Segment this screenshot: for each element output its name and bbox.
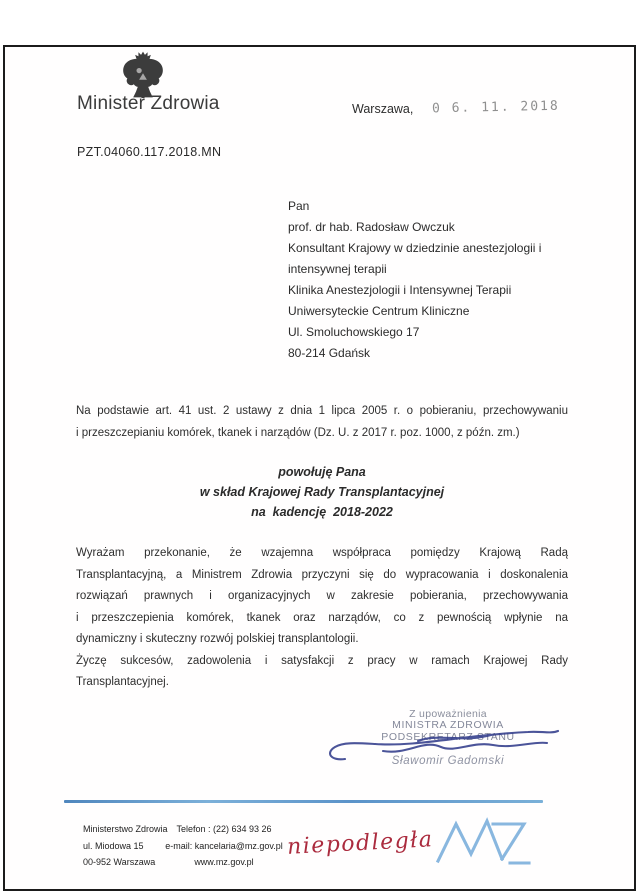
footer-address-line: Ministerstwo Zdrowia: [83, 824, 168, 834]
mz-ministry-logo-icon: [434, 814, 542, 868]
appointment-line: powołuję Pana: [278, 465, 366, 479]
addressee-line: intensywnej terapii: [288, 262, 387, 276]
paragraph-line: i przeszczepienia komórek, tkanek oraz narządów, co z pewnością wpłynie na: [76, 611, 568, 624]
body-paragraphs: [76, 543, 568, 694]
footer-address-line: ul. Miodowa 15: [83, 840, 144, 851]
footer-divider-line: [64, 800, 543, 803]
appointment-line: w skład Krajowej Rady Transplantacyjnej: [199, 485, 445, 499]
signer-name: Sławomir Gadomski: [391, 755, 505, 767]
addressee-block: [288, 196, 541, 364]
paragraph-line: Na podstawie art. 41 ust. 2 ustawy z dnia 1 lipca 2005 r. o pobieraniu, przechowywaniu: [76, 405, 568, 417]
signature-block: [348, 708, 548, 767]
addressee-line: Uniwersyteckie Centrum Kliniczne: [288, 304, 470, 318]
niepodlegla-logo: niepodległa: [286, 827, 435, 860]
addressee-line: Ul. Smoluchowskiego 17: [288, 325, 420, 339]
authorization-label: Z upoważnienia: [409, 708, 487, 720]
footer-email: e-mail: kancelaria@mz.gov.pl: [165, 840, 283, 851]
appointment-term-line: na kadencję 2018-2022: [251, 505, 393, 519]
cooperation-paragraph: [76, 543, 568, 651]
paragraph-line: i przeszczepianiu komórek, tkanek i narządów (Dz. U. z 2017 r. poz. 1000, z późn. zm.): [76, 426, 520, 439]
addressee-line: Konsultant Krajowy w dziedzinie anestezjologii i: [288, 241, 542, 255]
legal-basis-paragraph: [76, 401, 568, 444]
date-stamp: 0 6. 11. 2018: [431, 98, 560, 117]
footer-address-line: 00-952 Warszawa: [83, 857, 156, 867]
footer-contact-block: [164, 821, 284, 871]
footer-phone: Telefon : (22) 634 93 26: [176, 824, 272, 834]
footer-website: www.mz.gov.pl: [194, 857, 254, 867]
paragraph-line: Wyrażam przekonanie, że wzajemna współpraca pomiędzy Krajową Radą: [76, 547, 568, 559]
place-label: Warszawa,: [352, 102, 414, 116]
addressee-line: prof. dr hab. Radosław Owczuk: [288, 220, 455, 234]
paragraph-line: Życzę sukcesów, zadowolenia i satysfakcji z pracy w ramach Krajowej Rady: [76, 654, 568, 667]
paragraph-line: rozwiązań prawnych i organizacyjnych w zakresie pobierania, przechowywania: [76, 590, 568, 602]
paragraph-line: Transplantacyjnej.: [76, 676, 169, 688]
office-title-line-1: MINISTRA ZDROWIA: [392, 719, 504, 731]
footer-address-block: [83, 821, 168, 871]
wishes-paragraph: [76, 651, 568, 694]
addressee-line: 80-214 Gdańsk: [288, 346, 371, 360]
addressee-line: Pan: [288, 199, 310, 213]
office-title-line-2: PODSEKRETARZ STANU: [381, 730, 515, 743]
sender-title: Minister Zdrowia: [77, 93, 220, 114]
polish-eagle-emblem-icon: [122, 51, 164, 98]
reference-number: PZT.04060.117.2018.MN: [77, 145, 222, 159]
appointment-statement: [76, 462, 568, 522]
addressee-line: Klinika Anestezjologii i Intensywnej Terapii: [288, 283, 512, 297]
paragraph-line: Transplantacyjną, a Ministrem Zdrowia przyczyni się do wypracowania i doskonalenia: [76, 568, 568, 581]
paragraph-line: dynamiczny i skuteczny rozwój polskiej transplantologii.: [76, 633, 359, 645]
